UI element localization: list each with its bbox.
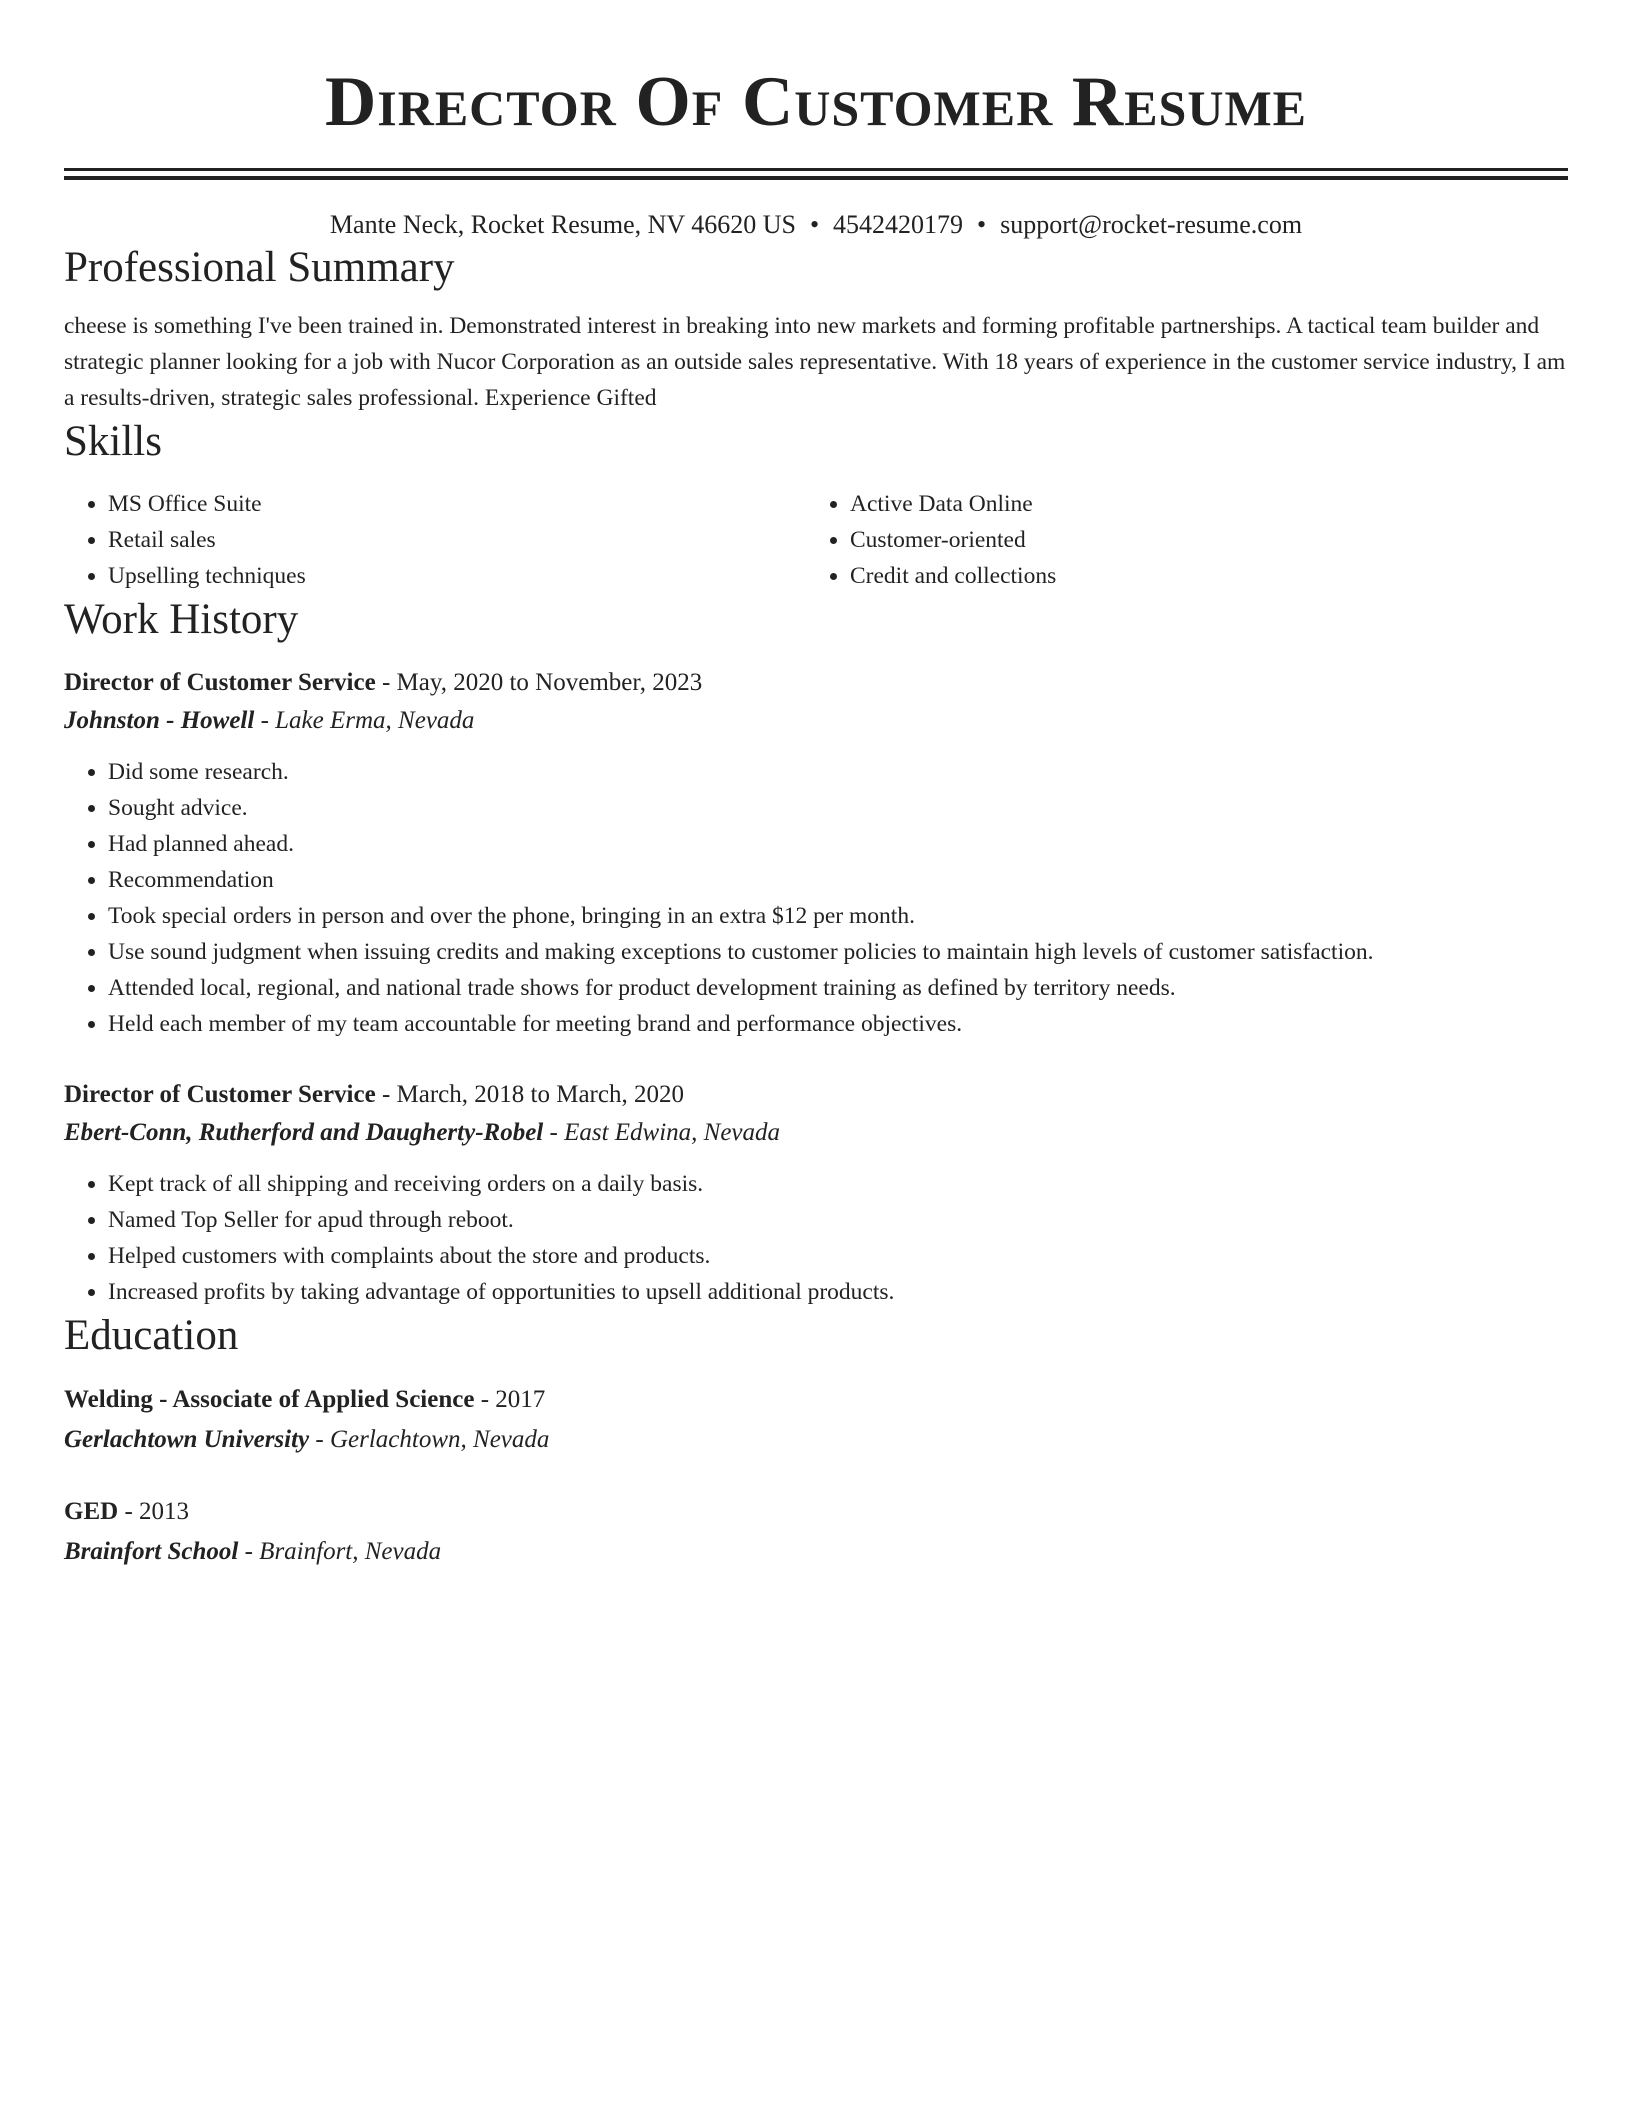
skill-item: • MS Office Suite (108, 486, 806, 522)
contact-separator: • (977, 210, 987, 239)
education-school-line (64, 1532, 1568, 1572)
summary-text: cheese is something I've been trained in. Demonstrated interest in breaking into new markets and forming profitable partnerships. A tactical team builder and strategic planner looking for a job with Nucor Corporation as an outside sales representative. With 18 years of experience in the customer service industry, I am a results-driven, strategic sales professional. Experience Gifted (64, 313, 1566, 411)
title-double-rule (64, 168, 1568, 180)
job-bullet: • Took special orders in person and over the phone, bringing in an extra $12 per month. (108, 898, 1568, 934)
contact-separator: • (809, 210, 820, 239)
education-degree-line (64, 1380, 1568, 1420)
job-title: Director of Customer Service (64, 1081, 376, 1108)
contact-line (64, 208, 1568, 242)
job-bullet: • Helped customers with complaints about the store and products. (108, 1238, 1568, 1274)
education-degree-line (64, 1492, 1568, 1532)
job-company-line (64, 702, 1568, 740)
job-title-line (64, 1076, 1568, 1114)
job-title: Director of Customer Service (64, 669, 376, 696)
skills-grid (64, 486, 1568, 594)
page-title: Director Of Customer Resume (324, 63, 1308, 141)
skill-item: • Upselling techniques (108, 558, 806, 594)
job-dates: - May, 2020 to November, 2023 (375, 669, 703, 696)
education-school: Gerlachtown University (64, 1426, 310, 1453)
job-bullet: • Recommendation (108, 862, 1568, 898)
education-entry (64, 1492, 1568, 1572)
job-entry (64, 664, 1568, 1042)
job-bullet: • Kept track of all shipping and receiving orders on a daily basis. (108, 1166, 1568, 1202)
education-year: - 2013 (118, 1498, 190, 1525)
education-heading: Education (64, 1312, 239, 1359)
contact-email: support@rocket-resume.com (1000, 210, 1303, 239)
skill-item: • Customer-oriented (850, 522, 1548, 558)
job-bullet: • Increased profits by taking advantage of opportunities to upsell additional products. (108, 1274, 1568, 1310)
education-school-line (64, 1420, 1568, 1460)
job-bullet: • Sought advice. (108, 790, 1568, 826)
job-location: - East Edwina, Nevada (543, 1119, 781, 1146)
job-bullet: • Held each member of my team accountable for meeting brand and performance objectives. (108, 1006, 1568, 1042)
job-bullet: • Use sound judgment when issuing credits and making exceptions to customer policies to maintain high levels of customer satisfaction. (108, 934, 1568, 970)
education-degree: GED (64, 1498, 119, 1525)
job-company: Ebert-Conn, Rutherford and Daugherty-Robel (64, 1119, 544, 1146)
contact-phone: 4542420179 (833, 210, 964, 239)
job-title-line (64, 664, 1568, 702)
skill-item: • Credit and collections (850, 558, 1548, 594)
skills-heading: Skills (64, 418, 162, 465)
education-degree: Welding - Associate of Applied Science (64, 1386, 475, 1413)
skills-list-right (806, 486, 1548, 594)
summary-heading: Professional Summary (64, 244, 455, 291)
skill-item: • Active Data Online (850, 486, 1548, 522)
education-entry (64, 1380, 1568, 1460)
skills-list-left (64, 486, 806, 594)
job-bullets (64, 754, 1568, 1042)
job-location: - Lake Erma, Nevada (254, 707, 475, 734)
job-bullet: • Did some research. (108, 754, 1568, 790)
job-bullet: • Named Top Seller for apud through reboot. (108, 1202, 1568, 1238)
job-bullet: • Had planned ahead. (108, 826, 1568, 862)
job-bullet: • Attended local, regional, and national trade shows for product development training as defined by territory needs. (108, 970, 1568, 1006)
job-company: Johnston - Howell (64, 707, 255, 734)
education-location: - Gerlachtown, Nevada (309, 1426, 550, 1453)
education-location: - Brainfort, Nevada (238, 1538, 442, 1565)
work-history-heading: Work History (64, 596, 299, 643)
education-school: Brainfort School (64, 1538, 239, 1565)
job-company-line (64, 1114, 1568, 1152)
job-bullets (64, 1166, 1568, 1310)
job-dates: - March, 2018 to March, 2020 (375, 1081, 684, 1108)
education-year: - 2017 (474, 1386, 546, 1413)
skill-item: • Retail sales (108, 522, 806, 558)
job-entry (64, 1076, 1568, 1310)
contact-address: Mante Neck, Rocket Resume, NV 46620 US (329, 210, 796, 239)
